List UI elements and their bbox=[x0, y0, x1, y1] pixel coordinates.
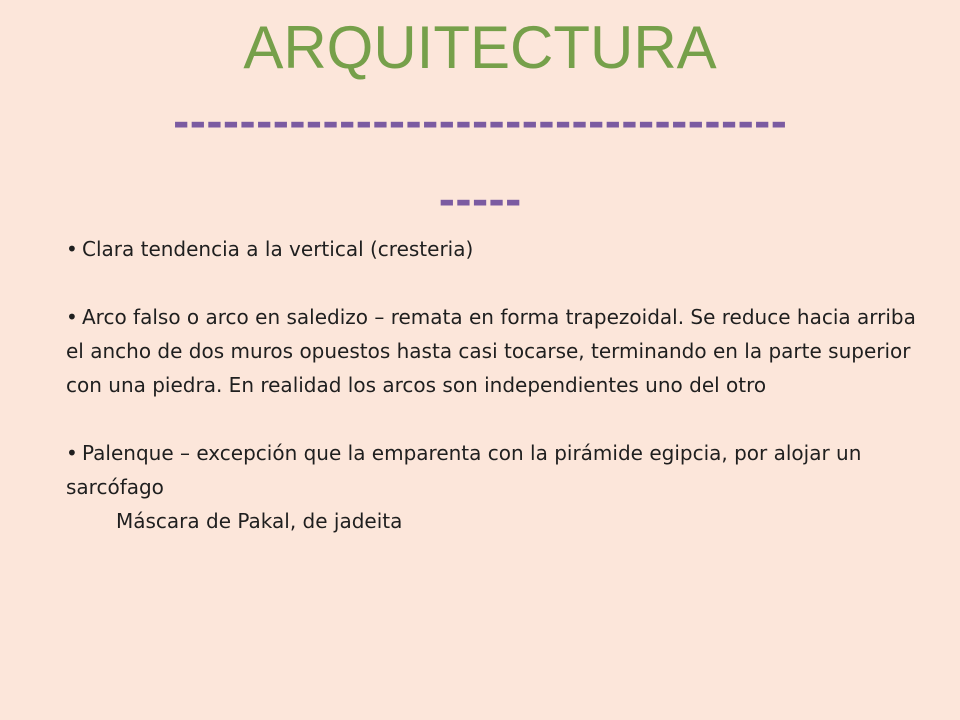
divider-line-1: ------------------------------------- bbox=[172, 100, 788, 146]
spacer bbox=[66, 266, 926, 300]
bullet-dot: • bbox=[66, 237, 78, 261]
divider-line-2: ----- bbox=[438, 178, 522, 224]
bullet-item bbox=[66, 232, 926, 266]
sub-line: Máscara de Pakal, de jadeita bbox=[116, 509, 403, 533]
bullet-dot: • bbox=[66, 305, 78, 329]
bullet-text: Palenque – excepción que la emparenta con la pirámide egipcia, por alojar un sarcófago bbox=[66, 441, 862, 499]
slide-title: ARQUITECTURA bbox=[243, 14, 717, 81]
bullet-text: Arco falso o arco en saledizo – remata en forma trapezoidal. Se reduce hacia arriba el ancho de dos muros opuestos hasta casi tocarse, terminando en la parte superior con una piedra. En realidad los arcos son independientes uno del otro bbox=[66, 305, 916, 397]
slide-body bbox=[66, 232, 926, 538]
spacer bbox=[66, 402, 926, 436]
bullet-dot: • bbox=[66, 441, 78, 465]
bullet-item bbox=[66, 436, 926, 504]
bullet-item bbox=[66, 300, 926, 402]
bullet-text: Clara tendencia a la vertical (cresteria) bbox=[82, 237, 474, 261]
